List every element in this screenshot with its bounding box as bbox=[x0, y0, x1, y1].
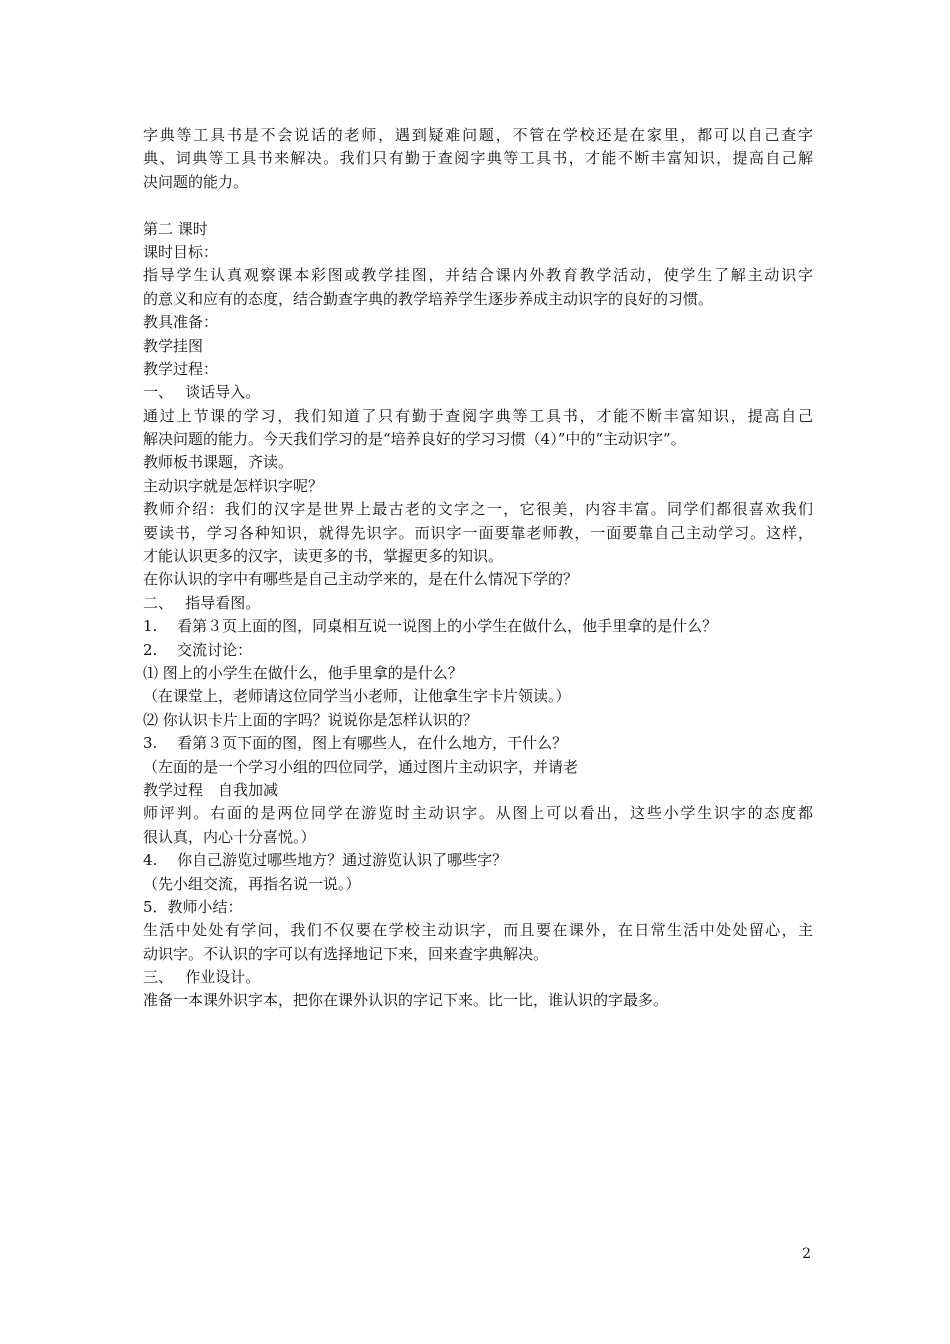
text-line: 一、 谈话导入。 bbox=[143, 383, 261, 402]
text-line: 2. 交流讨论： bbox=[143, 640, 253, 659]
text-line: ⑵ 你认识卡片上面的字吗？说说你是怎样认识的？ bbox=[143, 710, 478, 729]
text-line: 教学过程： bbox=[143, 359, 219, 378]
text-line: 教师介绍：我们的汉字是世界上最古老的文字之一，它很美，内容丰富。同学们都很喜欢我们 bbox=[143, 500, 813, 519]
text-line: 教师板书课题，齐读。 bbox=[143, 453, 294, 472]
text-line: ⑴ 图上的小学生在做什么，他手里拿的是什么？ bbox=[143, 663, 463, 682]
text-line: 4. 你自己游览过哪些地方？通过游览认识了哪些字？ bbox=[143, 851, 508, 870]
text-line: 3. 看第３页下面的图，图上有哪些人，在什么地方，干什么？ bbox=[143, 734, 568, 753]
text-line: 解决问题的能力。今天我们学习的是“培养良好的学习习惯（4）”中的“主动识字”。 bbox=[143, 430, 686, 449]
text-line: 第二 课时 bbox=[143, 219, 208, 238]
text-line: 动识字。不认识的字可以有选择地记下来，回来查字典解决。 bbox=[143, 944, 549, 963]
text-line: 生活中处处有学问，我们不仅要在学校主动识字，而且要在课外，在日常生活中处处留心，主 bbox=[143, 921, 813, 940]
text-line: 课时目标： bbox=[143, 242, 219, 261]
text-line: 1. 看第３页上面的图，同桌相互说一说图上的小学生在做什么，他手里拿的是什么？ bbox=[143, 617, 718, 636]
text-line: 才能认识更多的汉字，读更多的书，掌握更多的知识。 bbox=[143, 547, 504, 566]
document-body bbox=[143, 124, 813, 1013]
text-line: 教具准备： bbox=[143, 313, 219, 332]
text-line: 师评判。右面的是两位同学在游览时主动识字。从图上可以看出，这些小学生识字的态度都 bbox=[143, 804, 813, 823]
text-line: 字典等工具书是不会说话的老师，遇到疑难问题，不管在学校还是在家里，都可以自己查字 bbox=[143, 126, 813, 144]
text-line: 二、 指导看图。 bbox=[143, 593, 261, 612]
text-line: 三、 作业设计。 bbox=[143, 968, 261, 987]
text-line: 典、词典等工具书来解决。我们只有勤于查阅字典等工具书，才能不断丰富知识，提高自己解 bbox=[143, 149, 813, 168]
text-line: 的意义和应有的态度，结合勤查字典的教学培养学生逐步养成主动识字的良好的习惯。 bbox=[143, 289, 714, 308]
text-line: （左面的是一个学习小组的四位同学，通过图片主动识字，并请老 bbox=[143, 757, 579, 776]
text-line: （先小组交流，再指名说一说。） bbox=[143, 874, 361, 893]
text-line: 5．教师小结： bbox=[143, 897, 243, 916]
text-line: 通过上节课的学习，我们知道了只有勤于查阅字典等工具书，才能不断丰富知识，提高自己 bbox=[143, 406, 813, 425]
text-line: 很认真，内心十分喜悦。） bbox=[143, 827, 316, 846]
text-line: 决问题的能力。 bbox=[143, 172, 249, 191]
text-line: 要读书，学习各种知识，就得先识字。而识字一面要靠老师教，一面要靠自己主动学习。这样， bbox=[143, 523, 813, 542]
blank-line bbox=[143, 194, 813, 217]
text-line: 教学过程 自我加减 bbox=[143, 780, 279, 799]
text-line: 主动识字就是怎样识字呢？ bbox=[143, 476, 324, 495]
text-line: （在课堂上，老师请这位同学当小老师，让他拿生字卡片领读。） bbox=[143, 687, 571, 706]
text-line: 指导学生认真观察课本彩图或教学挂图，并结合课内外教育教学活动，使学生了解主动识字 bbox=[143, 266, 813, 285]
text-line: 教学挂图 bbox=[143, 336, 204, 355]
page-number: 2 bbox=[802, 1246, 811, 1262]
text-line: 准备一本课外识字本，把你在课外认识的字记下来。比一比，谁认识的字最多。 bbox=[143, 991, 669, 1010]
text-line: 在你认识的字中有哪些是自己主动学来的，是在什么情况下学的？ bbox=[143, 570, 579, 589]
